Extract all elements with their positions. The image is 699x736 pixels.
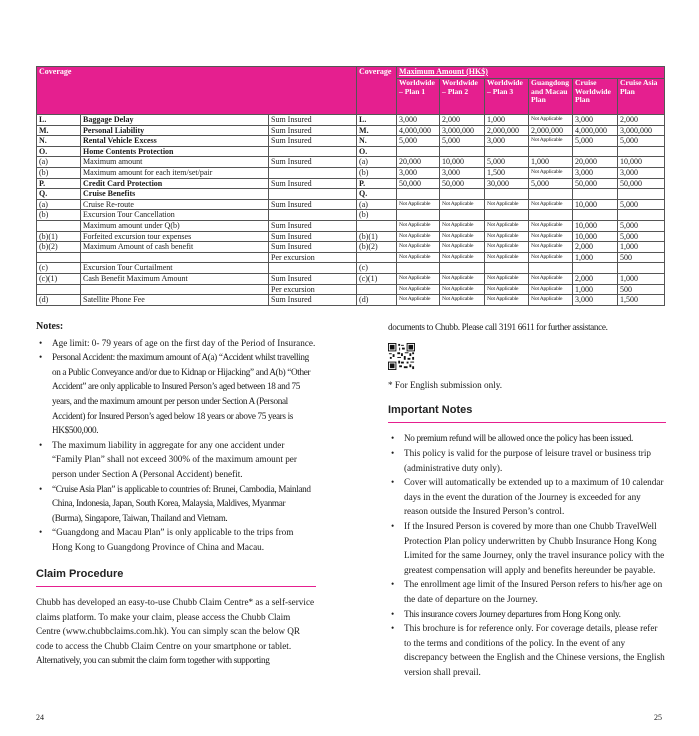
note-item: • Age limit: 0- 79 years of age on the first day of the Period of Insurance. — [36, 336, 316, 351]
row-amount: Not Applicable — [440, 242, 485, 253]
row-basis — [269, 189, 357, 200]
row-code: Q. — [37, 189, 81, 200]
row-amount: Not Applicable — [485, 231, 529, 242]
coverage-table — [36, 66, 665, 306]
row-basis: Sum Insured — [269, 273, 357, 284]
row-amount: 50,000 — [573, 178, 618, 189]
row-basis: Sum Insured — [269, 231, 357, 242]
notes-title: Notes: — [36, 321, 64, 332]
row-code-right: Q. — [357, 189, 397, 200]
row-amount — [485, 210, 529, 221]
table-row — [37, 220, 665, 231]
row-amount — [573, 263, 618, 274]
row-amount: 1,000 — [573, 252, 618, 263]
row-code-right: (d) — [357, 295, 397, 306]
row-amount: 5,000 — [485, 157, 529, 168]
row-description: Cruise Benefits — [81, 189, 269, 200]
row-amount: 2,000 — [618, 115, 665, 126]
table-header-row — [37, 67, 665, 79]
row-code: O. — [37, 146, 81, 157]
row-amount: 3,000 — [397, 115, 440, 126]
row-code: (a) — [37, 157, 81, 168]
page-number-right: 25 — [654, 713, 662, 722]
notes-list — [36, 336, 316, 555]
row-amount: Not Applicable — [397, 252, 440, 263]
row-amount: 5,000 — [618, 231, 665, 242]
row-amount — [529, 263, 573, 274]
row-code: L. — [37, 115, 81, 126]
max-amount-header — [397, 67, 665, 79]
row-amount — [397, 146, 440, 157]
plan-header: Worldwide – Plan 2 — [440, 79, 485, 115]
claim-continuation: documents to Chubb. Please call 3191 6611 for further assistance. — [388, 322, 608, 332]
row-amount: 5,000 — [440, 136, 485, 147]
plan-header: Worldwide – Plan 1 — [397, 79, 440, 115]
plan-header: Cruise Asia Plan — [618, 79, 665, 115]
row-basis — [269, 146, 357, 157]
row-amount: 50,000 — [618, 178, 665, 189]
row-amount — [618, 263, 665, 274]
row-basis: Sum Insured — [269, 242, 357, 253]
row-code: (b) — [37, 167, 81, 178]
row-amount: 3,000 — [573, 115, 618, 126]
row-amount: Not Applicable — [440, 284, 485, 295]
row-amount — [440, 146, 485, 157]
important-item: • The enrollment age limit of the Insured Person refers to his/her age on the date of departure on the Journey. — [388, 577, 666, 606]
row-amount: 2,000 — [573, 273, 618, 284]
row-code: (b)(2) — [37, 242, 81, 253]
important-list — [388, 431, 666, 679]
row-amount: Not Applicable — [529, 231, 573, 242]
row-amount: 30,000 — [485, 178, 529, 189]
row-basis: Sum Insured — [269, 115, 357, 126]
row-amount: 5,000 — [618, 220, 665, 231]
row-code: N. — [37, 136, 81, 147]
row-amount: Not Applicable — [485, 295, 529, 306]
row-amount — [485, 263, 529, 274]
table-row — [37, 284, 665, 295]
row-code-right: (b) — [357, 167, 397, 178]
row-code-right — [357, 252, 397, 263]
row-basis: Sum Insured — [269, 136, 357, 147]
row-code: (b) — [37, 210, 81, 221]
row-amount: Not Applicable — [529, 167, 573, 178]
row-amount: Not Applicable — [440, 220, 485, 231]
row-amount: 5,000 — [573, 136, 618, 147]
row-description: Forfeited excursion tour expenses — [81, 231, 269, 242]
row-amount: Not Applicable — [529, 273, 573, 284]
row-description: Credit Card Protection — [81, 178, 269, 189]
table-row — [37, 157, 665, 168]
important-item: • No premium refund will be allowed once the policy has been issued. — [388, 431, 666, 446]
left-column — [36, 320, 316, 668]
row-amount: 5,000 — [397, 136, 440, 147]
row-amount: 1,500 — [618, 295, 665, 306]
row-amount: 3,000 — [397, 167, 440, 178]
row-code-right: L. — [357, 115, 397, 126]
row-amount: Not Applicable — [397, 220, 440, 231]
plan-header: Cruise Worldwide Plan — [573, 79, 618, 115]
row-amount — [485, 189, 529, 200]
row-amount — [440, 210, 485, 221]
row-basis: Sum Insured — [269, 199, 357, 210]
row-basis: Per excursion — [269, 252, 357, 263]
row-code: (b)(1) — [37, 231, 81, 242]
table-row — [37, 189, 665, 200]
row-description: Maximum amount for each item/set/pair — [81, 167, 269, 178]
note-item: • “Cruise Asia Plan” is applicable to countries of: Brunei, Cambodia, Mainland China, Indonesia, Japan, South Korea, Malaysia, Maldives, Myanmar (Burma), Singapore, Taiwan, Thailand and Vietnam. — [36, 482, 316, 526]
table-row — [37, 273, 665, 284]
row-code-right: (b)(1) — [357, 231, 397, 242]
row-amount: 1,000 — [529, 157, 573, 168]
english-submission-note: * For English submission only. — [388, 380, 503, 391]
claim-paragraph: Chubb has developed an easy-to-use Chubb Claim Centre* as a self-service claims platform. To make your claim, please access the Chubb Claim Centre (www.chubbclaims.com.hk). You can simply scan the below QR code to access the Chubb Claim Centre on your smartphone or tablet. — [36, 597, 315, 651]
row-code-right: M. — [357, 125, 397, 136]
row-amount: Not Applicable — [485, 284, 529, 295]
row-basis: Sum Insured — [269, 295, 357, 306]
table-row — [37, 295, 665, 306]
important-notes-heading: Important Notes — [388, 403, 666, 424]
row-code: (d) — [37, 295, 81, 306]
table-row — [37, 146, 665, 157]
row-code: M. — [37, 125, 81, 136]
row-description: Cash Benefit Maximum Amount — [81, 273, 269, 284]
note-item: • The maximum liability in aggregate for any one accident under “Family Plan” shall not exceed 300% of the maximum amount per person under Section A (Personal Accident) benefit. — [36, 438, 316, 482]
table-row — [37, 252, 665, 263]
row-amount: Not Applicable — [485, 220, 529, 231]
row-code: (c)(1) — [37, 273, 81, 284]
row-description: Excursion Tour Curtailment — [81, 263, 269, 274]
row-amount — [529, 210, 573, 221]
row-amount: Not Applicable — [485, 252, 529, 263]
row-amount: 5,000 — [529, 178, 573, 189]
row-amount: 3,000 — [573, 295, 618, 306]
row-amount: 10,000 — [440, 157, 485, 168]
row-description: Excursion Tour Cancellation — [81, 210, 269, 221]
row-basis — [269, 263, 357, 274]
table-row — [37, 263, 665, 274]
row-description — [81, 284, 269, 295]
row-amount: 1,000 — [485, 115, 529, 126]
row-code — [37, 220, 81, 231]
row-amount: Not Applicable — [529, 136, 573, 147]
row-description: Cruise Re-route — [81, 199, 269, 210]
max-amount-label: Maximum Amount (HK$) — [399, 67, 488, 76]
table-row — [37, 242, 665, 253]
row-amount — [529, 146, 573, 157]
row-amount: 3,000 — [485, 136, 529, 147]
row-code: P. — [37, 178, 81, 189]
row-code-right — [357, 284, 397, 295]
row-amount: 5,000 — [618, 136, 665, 147]
row-amount: Not Applicable — [485, 273, 529, 284]
coverage-table-wrapper — [36, 66, 664, 306]
row-basis: Sum Insured — [269, 178, 357, 189]
row-amount: Not Applicable — [485, 242, 529, 253]
row-amount: Not Applicable — [397, 231, 440, 242]
plan-header: Worldwide – Plan 3 — [485, 79, 529, 115]
table-row — [37, 231, 665, 242]
important-item: • If the Insured Person is covered by more than one Chubb TravelWell Protection Plan policy underwritten by Chubb Insurance Hong Kong Limited for the same Journey, only the travel insurance policy with the greatest compensation will apply and benefits hereunder be payable. — [388, 519, 666, 577]
row-description: Maximum amount under Q(b) — [81, 220, 269, 231]
row-code — [37, 284, 81, 295]
table-row — [37, 210, 665, 221]
row-basis — [269, 210, 357, 221]
row-amount: 2,000,000 — [529, 125, 573, 136]
row-amount: Not Applicable — [397, 242, 440, 253]
row-amount: 2,000 — [573, 242, 618, 253]
row-code-right — [357, 220, 397, 231]
row-amount: Not Applicable — [397, 199, 440, 210]
coverage-header-left: Coverage — [37, 67, 357, 115]
row-code-right: O. — [357, 146, 397, 157]
row-amount: Not Applicable — [440, 295, 485, 306]
table-row — [37, 115, 665, 126]
claim-procedure-heading: Claim Procedure — [36, 567, 316, 588]
row-description: Baggage Delay — [81, 115, 269, 126]
row-amount — [440, 189, 485, 200]
row-description: Personal Liability — [81, 125, 269, 136]
row-amount — [485, 146, 529, 157]
row-amount — [618, 146, 665, 157]
qr-code-icon[interactable] — [388, 343, 415, 370]
row-amount — [397, 210, 440, 221]
right-column — [388, 320, 666, 679]
row-amount: 1,000 — [573, 284, 618, 295]
table-row — [37, 136, 665, 147]
row-code-right: (c) — [357, 263, 397, 274]
row-amount: 2,000 — [440, 115, 485, 126]
row-amount: Not Applicable — [440, 231, 485, 242]
row-amount — [529, 189, 573, 200]
coverage-table-body — [37, 115, 665, 306]
table-row — [37, 167, 665, 178]
important-section — [388, 403, 666, 680]
coverage-header-right: Coverage — [357, 67, 397, 115]
row-amount: 500 — [618, 284, 665, 295]
claim-section — [36, 567, 316, 669]
row-amount: 500 — [618, 252, 665, 263]
row-amount: 3,000,000 — [440, 125, 485, 136]
row-amount: 10,000 — [618, 157, 665, 168]
row-amount: Not Applicable — [397, 284, 440, 295]
important-item: • This insurance covers Journey departures from Hong Kong only. — [388, 607, 666, 622]
row-amount: Not Applicable — [529, 284, 573, 295]
row-amount: 10,000 — [573, 231, 618, 242]
row-amount: Not Applicable — [529, 295, 573, 306]
row-code-right: (c)(1) — [357, 273, 397, 284]
row-amount: 10,000 — [573, 220, 618, 231]
row-amount: Not Applicable — [529, 199, 573, 210]
row-basis: Sum Insured — [269, 157, 357, 168]
row-amount: Not Applicable — [529, 252, 573, 263]
row-amount: 1,000 — [618, 273, 665, 284]
row-amount: 4,000,000 — [397, 125, 440, 136]
row-code-right: P. — [357, 178, 397, 189]
row-amount: 3,000,000 — [618, 125, 665, 136]
important-item: • Cover will automatically be extended up to a maximum of 10 calendar days in the event the duration of the Journey is exceeded for any reason outside the Insured Person’s control. — [388, 475, 666, 519]
row-amount — [618, 189, 665, 200]
row-amount — [397, 189, 440, 200]
note-item: • Personal Accident: the maximum amount of A(a) “Accident whilst travelling on a Public Conveyance and/or due to Kidnap or Hijacking” and A(b) “Other Accident” are only applicable to Insured Person’s aged between 18 and 75 years, and the maximum amount per person under Section A (Personal Accident) for Insured Person’s aged below 18 years or above 75 years is HK$500,000. — [36, 350, 316, 438]
row-amount — [573, 210, 618, 221]
table-row — [37, 178, 665, 189]
row-amount: Not Applicable — [485, 199, 529, 210]
plan-header: Guangdong and Macau Plan — [529, 79, 573, 115]
row-amount: 3,000 — [618, 167, 665, 178]
row-code-right: (b) — [357, 210, 397, 221]
page-number-left: 24 — [36, 713, 44, 722]
row-amount: Not Applicable — [440, 199, 485, 210]
row-amount: Not Applicable — [529, 220, 573, 231]
row-description: Maximum amount — [81, 157, 269, 168]
row-amount: 1,500 — [485, 167, 529, 178]
important-item: • This brochure is for reference only. For coverage details, please refer to the terms and conditions of the policy. In the event of any discrepancy between the English and the Chinese versions, the English version shall prevail. — [388, 621, 666, 679]
row-amount: 20,000 — [573, 157, 618, 168]
row-amount: 3,000 — [440, 167, 485, 178]
row-amount — [573, 189, 618, 200]
row-description — [81, 252, 269, 263]
claim-paragraph-alt: Alternatively, you can submit the claim form together with supporting — [36, 655, 270, 666]
row-amount: 3,000 — [573, 167, 618, 178]
row-amount: 1,000 — [618, 242, 665, 253]
row-description: Satellite Phone Fee — [81, 295, 269, 306]
row-amount — [573, 146, 618, 157]
row-amount: Not Applicable — [529, 242, 573, 253]
row-amount: 10,000 — [573, 199, 618, 210]
row-amount: 5,000 — [618, 199, 665, 210]
row-code — [37, 252, 81, 263]
note-item: • “Guangdong and Macau Plan” is only applicable to the trips from Hong Kong to Guangdong Province of China and Macau. — [36, 525, 316, 554]
row-amount: 20,000 — [397, 157, 440, 168]
row-amount: 50,000 — [440, 178, 485, 189]
row-basis — [269, 167, 357, 178]
row-amount: Not Applicable — [397, 273, 440, 284]
row-amount: 2,000,000 — [485, 125, 529, 136]
row-code-right: N. — [357, 136, 397, 147]
table-row — [37, 199, 665, 210]
row-amount — [440, 263, 485, 274]
row-code: (c) — [37, 263, 81, 274]
row-amount: Not Applicable — [529, 115, 573, 126]
row-basis: Per excursion — [269, 284, 357, 295]
row-description: Maximum Amount of cash benefit — [81, 242, 269, 253]
important-item: • This policy is valid for the purpose of leisure travel or business trip (administrative duty only). — [388, 446, 666, 475]
table-row — [37, 125, 665, 136]
row-amount: Not Applicable — [397, 295, 440, 306]
row-code: (a) — [37, 199, 81, 210]
row-code-right: (b)(2) — [357, 242, 397, 253]
row-amount — [618, 210, 665, 221]
row-amount — [397, 263, 440, 274]
row-basis: Sum Insured — [269, 220, 357, 231]
row-code-right: (a) — [357, 157, 397, 168]
row-code-right: (a) — [357, 199, 397, 210]
row-description: Rental Vehicle Excess — [81, 136, 269, 147]
row-amount: 4,000,000 — [573, 125, 618, 136]
row-description: Home Contents Protection — [81, 146, 269, 157]
row-amount: 50,000 — [397, 178, 440, 189]
row-amount: Not Applicable — [440, 273, 485, 284]
row-basis: Sum Insured — [269, 125, 357, 136]
row-amount: Not Applicable — [440, 252, 485, 263]
